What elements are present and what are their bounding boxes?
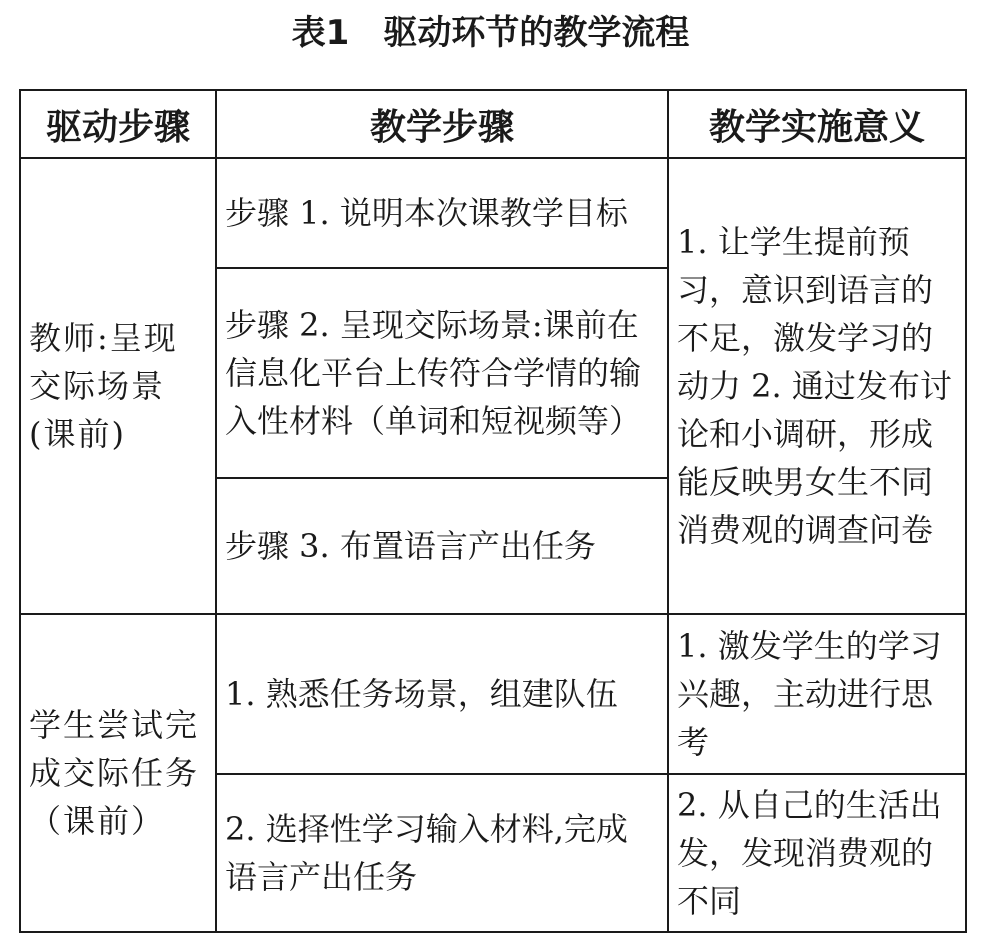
table-title: 表1 驱动环节的教学流程: [291, 13, 690, 53]
significance-cell: 1. 激发学生的学习兴趣，主动进行思考: [668, 614, 966, 774]
teaching-step-cell: 2. 选择性学习输入材料,完成语言产出任务: [216, 774, 668, 932]
significance-cell: 2. 从自己的生活出发，发现消费观的不同: [668, 774, 966, 932]
teaching-step-cell: 步骤 3. 布置语言产出任务: [216, 478, 668, 614]
header-teaching-step: 教学步骤: [216, 90, 668, 158]
header-drive-step: 驱动步骤: [20, 90, 216, 158]
drive-step-cell: 教师:呈现交际场景(课前): [20, 158, 216, 614]
drive-step-cell: 学生尝试完成交际任务（课前）: [20, 614, 216, 932]
table-header-row: [20, 90, 966, 158]
teaching-process-table: [19, 89, 967, 933]
header-significance: 教学实施意义: [668, 90, 966, 158]
teaching-step-cell: 步骤 1. 说明本次课教学目标: [216, 158, 668, 268]
table-row: [20, 158, 966, 268]
teaching-step-cell: 1. 熟悉任务场景，组建队伍: [216, 614, 668, 774]
significance-cell: 1. 让学生提前预习，意识到语言的不足，激发学习的动力 2. 通过发布讨论和小调研，形成能反映男女生不同消费观的调查问卷: [668, 158, 966, 614]
teaching-step-cell: 步骤 2. 呈现交际场景:课前在信息化平台上传符合学情的输入性材料（单词和短视频等）: [216, 268, 668, 478]
table-row: [20, 614, 966, 774]
